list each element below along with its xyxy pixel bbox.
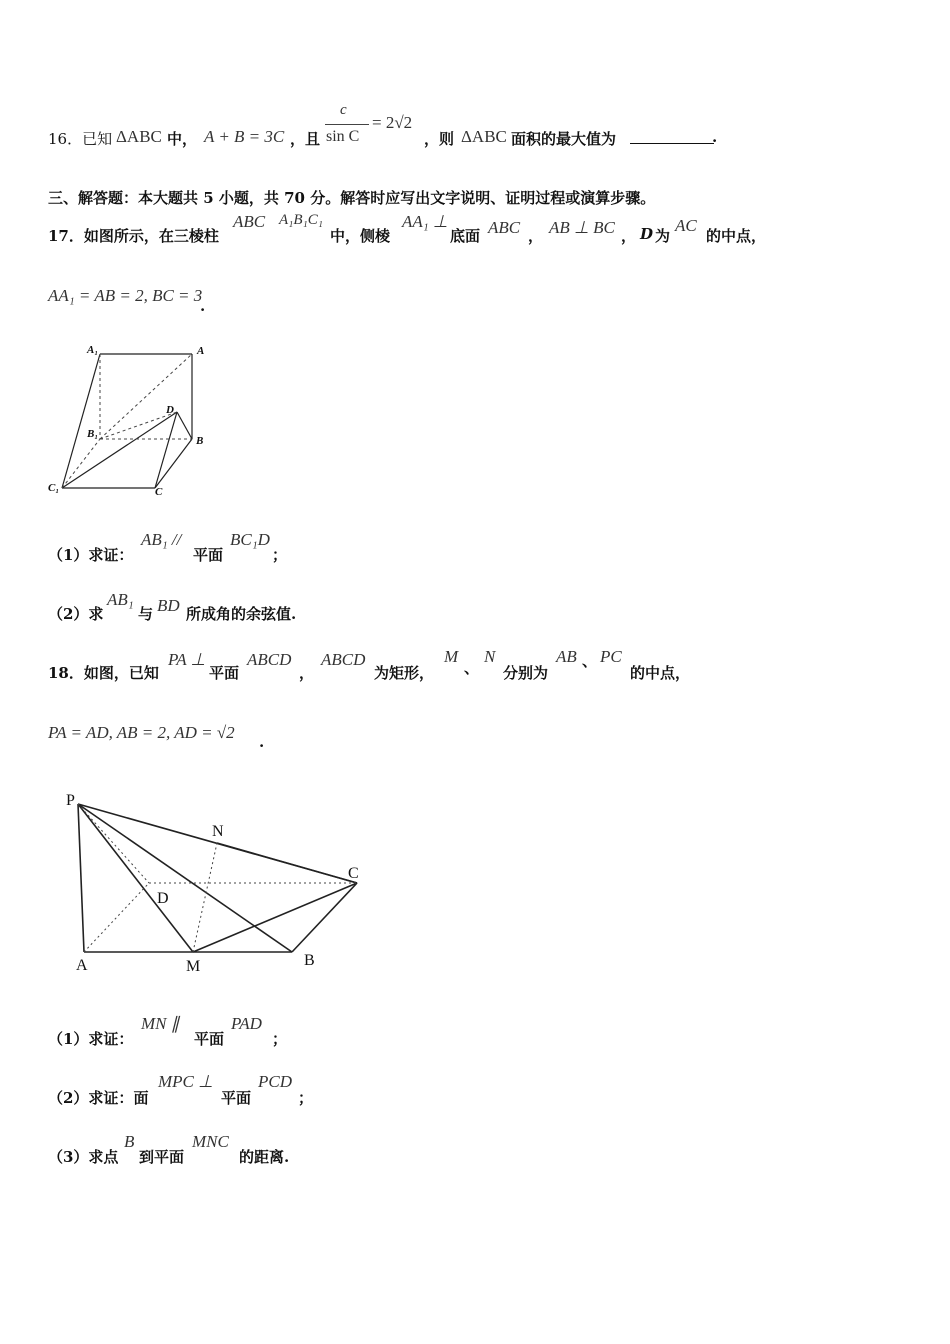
q18-pa: PA ⊥	[168, 650, 206, 669]
q17-text: ，	[528, 227, 544, 245]
q16-equation-2: = 2√2	[372, 113, 413, 132]
q17-part2-label: （2）求	[48, 605, 104, 623]
q18-pc: PC	[600, 647, 622, 666]
q17-part2-text: 所成角的余弦值.	[186, 605, 297, 623]
q17-given-period: .	[200, 297, 206, 315]
q18-part1-end: ；	[272, 1030, 288, 1048]
q16-text: 中，	[167, 130, 198, 148]
label-b: B	[304, 952, 315, 969]
q18-part2-end: ；	[298, 1089, 314, 1107]
q17-part1-label: （1）求证：	[48, 546, 134, 564]
q18-part3-text: 的距离.	[239, 1148, 290, 1166]
q18-text: 为矩形，	[374, 664, 435, 682]
q18-text: 分别为	[503, 664, 549, 682]
q18-part3-label: （3）求点	[48, 1148, 119, 1166]
q16-number: 16．已知	[48, 130, 113, 148]
pyramid-figure	[60, 790, 380, 980]
q17-text: ，	[621, 227, 637, 245]
q18-part3-b: B	[124, 1132, 135, 1151]
q16-fraction-denominator: sin C	[326, 128, 360, 145]
q18-given-values: PA = AD, AB = 2, AD = √2	[48, 723, 235, 742]
q18-part2-label: （2）求证：面	[48, 1089, 149, 1107]
q17-part1-bc1d: BC₁D	[230, 530, 270, 549]
q18-abcd: ABCD	[247, 650, 292, 669]
q16-period: .	[712, 128, 718, 146]
q18-part2-pcd: PCD	[258, 1072, 292, 1091]
q16-text: ，则	[424, 130, 455, 148]
q17-part1-ab1: AB₁ //	[141, 530, 182, 549]
q18-m: M	[444, 647, 459, 666]
q17-prism-2: A₁B₁C₁	[279, 212, 323, 228]
q17-abc: ABC	[488, 218, 521, 237]
q18-part1-pad: PAD	[231, 1014, 262, 1033]
q17-text: 底面	[450, 227, 481, 245]
q18-n: N	[484, 647, 496, 666]
label-a: A	[76, 957, 88, 974]
label-a: A	[197, 345, 205, 357]
q18-abcd-2: ABCD	[321, 650, 366, 669]
label-m: M	[186, 958, 201, 975]
q18-text: ，	[299, 664, 315, 682]
q18-part2-mpc: MPC ⊥	[158, 1072, 213, 1091]
q16-equation-1: A + B = 3C	[204, 127, 285, 146]
q17-part1-text: 平面	[193, 546, 224, 564]
label-d: D	[166, 404, 174, 416]
label-d: D	[157, 890, 169, 907]
q16-triangle: ΔABC	[116, 127, 162, 146]
q16-text: ，且	[290, 130, 321, 148]
q17-text: 中，侧棱	[330, 227, 391, 245]
q18-part3-text: 到平面	[139, 1148, 185, 1166]
q18-part1-label: （1）求证：	[48, 1030, 134, 1048]
q18-part1-mn: MN ∥	[141, 1014, 180, 1033]
q18-part2-text: 平面	[221, 1089, 252, 1107]
q18-text: 平面	[209, 664, 240, 682]
q18-separator: 、	[582, 652, 598, 670]
answer-blank	[630, 129, 714, 144]
q18-ab: AB	[556, 647, 577, 666]
q17-text: 17．如图所示，在三棱柱	[48, 227, 219, 245]
q18-part1-text: 平面	[194, 1030, 225, 1048]
q17-part2-bd: BD	[157, 596, 180, 615]
q17-part1-end: ；	[272, 546, 288, 564]
q16-triangle-2: ΔABC	[461, 127, 507, 146]
label-p: P	[66, 792, 75, 809]
q17-text: 为	[655, 227, 671, 245]
q16-text: 面积的最大值为	[511, 130, 617, 148]
label-b: B	[196, 435, 204, 447]
label-c1: C₁	[48, 482, 60, 494]
q18-text: 的中点，	[630, 664, 691, 682]
q16-fraction-numerator: c	[340, 102, 347, 118]
q17-given-values: AA₁ = AB = 2, BC = 3	[48, 286, 203, 305]
label-a1: A₁	[87, 344, 99, 356]
label-c: C	[348, 865, 359, 882]
label-c: C	[155, 486, 163, 498]
q18-text: 18．如图，已知	[48, 664, 159, 682]
fraction-bar	[325, 124, 369, 125]
q17-text: 的中点，	[706, 227, 767, 245]
label-n: N	[212, 823, 224, 840]
q17-perpendicular: AB ⊥ BC	[549, 218, 615, 237]
prism-figure	[40, 340, 220, 500]
q17-ac: AC	[675, 216, 697, 235]
q18-part3-mnc: MNC	[192, 1132, 229, 1151]
q17-prism-1: ABC	[233, 212, 266, 231]
q17-part2-ab1: AB₁	[107, 590, 134, 609]
section-heading: 三、解答题：本大题共 5 小题，共 70 分。解答时应写出文字说明、证明过程或演算步骤。	[48, 189, 656, 207]
q18-given-period: .	[259, 733, 265, 751]
q18-separator: 、	[464, 659, 480, 677]
q17-part2-text: 与	[138, 605, 154, 623]
q17-point-d: D	[640, 225, 654, 243]
label-b1: B₁	[87, 428, 99, 440]
q17-aa1: AA₁ ⊥	[402, 212, 448, 231]
